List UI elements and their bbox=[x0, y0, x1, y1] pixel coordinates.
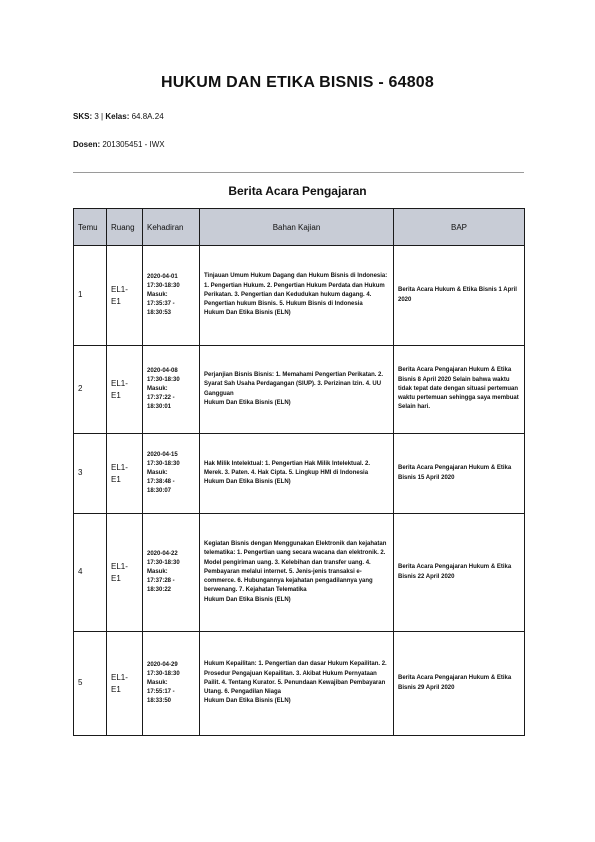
table-row bbox=[74, 632, 525, 736]
lecturer-meta bbox=[73, 140, 165, 149]
cell-temu: 4 bbox=[74, 514, 107, 632]
cell-kehadiran: 2020-04-22 17:30-18:30 Masuk: 17:37:28 - 18:30:22 bbox=[143, 514, 200, 632]
cell-bahan-kajian: Hukum Kepailitan: 1. Pengertian dan dasar Hukum Kepailitan. 2. Prosedur Pengajuan Kepailitan. 3. Akibat Hukum Pernyataan Pailit. 4. Tentang Kurator. 5. Penundaan Kewajiban Pembayaran Utang. 6. Pengadilan Niaga Hukum Dan Etika Bisnis (ELN) bbox=[200, 632, 394, 736]
cell-bap: Berita Acara Pengajaran Hukum & Etika Bisnis 29 April 2020 bbox=[394, 632, 525, 736]
cell-ruang: EL1- E1 bbox=[107, 632, 143, 736]
table-row bbox=[74, 434, 525, 514]
cell-kehadiran: 2020-04-29 17:30-18:30 Masuk: 17:55:17 - 18:33:50 bbox=[143, 632, 200, 736]
cell-bahan-kajian: Tinjauan Umum Hukum Dagang dan Hukum Bisnis di Indonesia: 1. Pengertian Hukum. 2. Pengertian Hukum Perdata dan Hukum Perikatan. 3. Pengertian dan Kedudukan hukum dagang. 4. Pengertian hukum Bisnis. 5. Hukum Bisnis di Indonesia Hukum Dan Etika Bisnis (ELN) bbox=[200, 246, 394, 346]
sks-value: 3 bbox=[94, 112, 99, 121]
cell-bahan-kajian: Kegiatan Bisnis dengan Menggunakan Elektronik dan kejahatan telematika: 1. Pengertian uang secara wacana dan elektronik. 2. Model pengiriman uang. 3. Kelebihan dan transfer uang. 4. Pembayaran melalui internet. 5. Jenis-jenis transaksi e-commerce. 6. Hubungannya kejahatan pengadilannya yang berwenang. 7. Kejahatan Telematika Hukum Dan Etika Bisnis (ELN) bbox=[200, 514, 394, 632]
cell-ruang: EL1- E1 bbox=[107, 514, 143, 632]
cell-bahan-kajian: Perjanjian Bisnis Bisnis: 1. Memahami Pengertian Perikatan. 2. Syarat Sah Usaha Perdagangan (SIUP). 3. Perizinan Izin. 4. UU Gangguan Hukum Dan Etika Bisnis (ELN) bbox=[200, 346, 394, 434]
header-ruang: Ruang bbox=[107, 209, 143, 246]
cell-bap: Berita Acara Hukum & Etika Bisnis 1 April 2020 bbox=[394, 246, 525, 346]
cell-bap: Berita Acara Pengajaran Hukum & Etika Bisnis 22 April 2020 bbox=[394, 514, 525, 632]
table-row bbox=[74, 514, 525, 632]
teaching-log-table bbox=[73, 208, 525, 736]
dosen-label: Dosen: bbox=[73, 140, 101, 149]
header-bap: BAP bbox=[394, 209, 525, 246]
cell-ruang: EL1- E1 bbox=[107, 434, 143, 514]
table-row bbox=[74, 346, 525, 434]
cell-kehadiran: 2020-04-15 17:30-18:30 Masuk: 17:38:48 - 18:30:07 bbox=[143, 434, 200, 514]
meta-separator: | bbox=[101, 112, 104, 121]
cell-bahan-kajian: Hak Milik Intelektual: 1. Pengertian Hak Milik Intelektual. 2. Merek. 3. Paten. 4. Hak Cipta. 5. Lingkup HMI di Indonesia Hukum Dan Etika Bisnis (ELN) bbox=[200, 434, 394, 514]
cell-temu: 2 bbox=[74, 346, 107, 434]
sks-label: SKS: bbox=[73, 112, 93, 121]
cell-kehadiran: 2020-04-08 17:30-18:30 Masuk: 17:37:22 - 18:30:01 bbox=[143, 346, 200, 434]
kelas-value: 64.8A.24 bbox=[131, 112, 164, 121]
cell-temu: 1 bbox=[74, 246, 107, 346]
cell-bap: Berita Acara Pengajaran Hukum & Etika Bisnis 15 April 2020 bbox=[394, 434, 525, 514]
dosen-value: 201305451 - IWX bbox=[102, 140, 165, 149]
course-meta bbox=[73, 112, 164, 121]
header-temu: Temu bbox=[74, 209, 107, 246]
cell-temu: 5 bbox=[74, 632, 107, 736]
header-bahan-kajian: Bahan Kajian bbox=[200, 209, 394, 246]
cell-kehadiran: 2020-04-01 17:30-18:30 Masuk: 17:35:37 - 18:30:53 bbox=[143, 246, 200, 346]
table-header-row bbox=[74, 209, 525, 246]
table-row bbox=[74, 246, 525, 346]
cell-ruang: EL1- E1 bbox=[107, 346, 143, 434]
kelas-label: Kelas: bbox=[105, 112, 130, 121]
cell-temu: 3 bbox=[74, 434, 107, 514]
cell-ruang: EL1- E1 bbox=[107, 246, 143, 346]
cell-bap: Berita Acara Pengajaran Hukum & Etika Bisnis 8 April 2020 Selain bahwa waktu tidak tepat date dengan situasi pertemuan waktu pertemuan sehingga saya membuat Selain hari. bbox=[394, 346, 525, 434]
divider bbox=[73, 172, 524, 173]
course-title: HUKUM DAN ETIKA BISNIS - 64808 bbox=[160, 74, 434, 91]
header-kehadiran: Kehadiran bbox=[143, 209, 200, 246]
section-title: Berita Acara Pengajaran bbox=[228, 184, 367, 198]
